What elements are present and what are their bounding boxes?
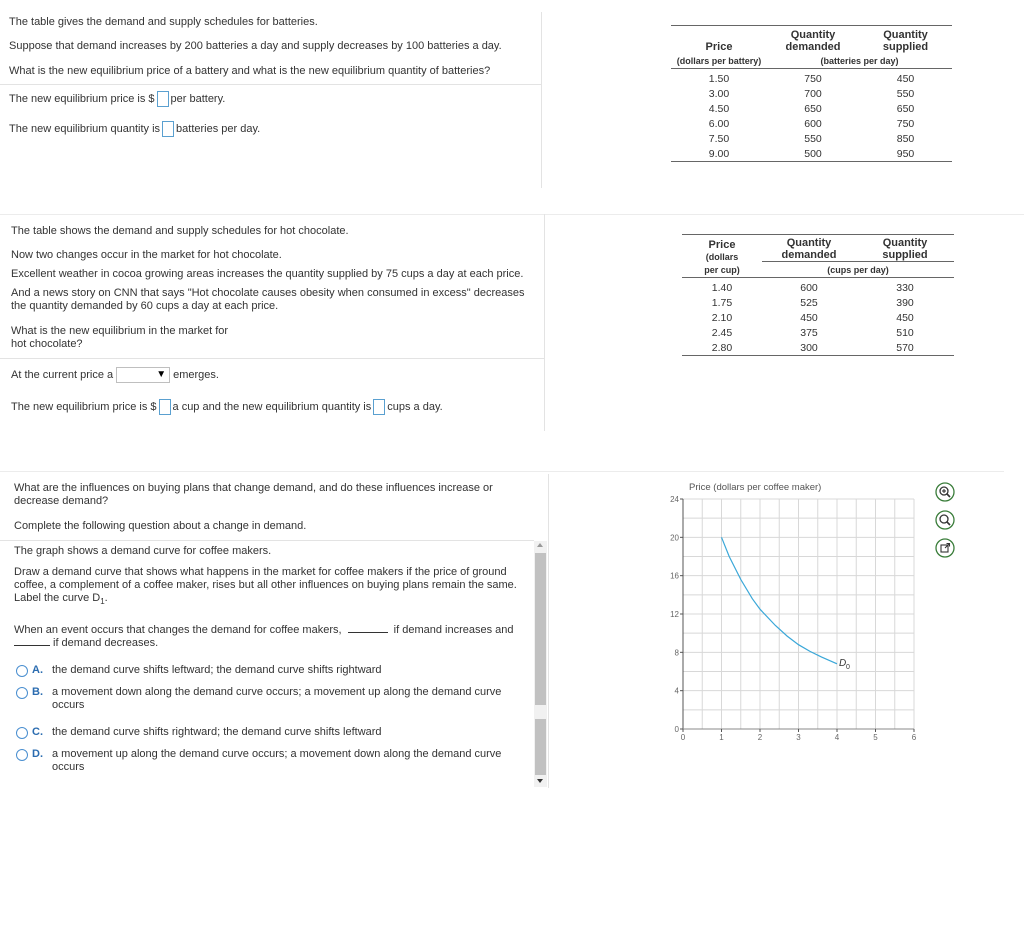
qs-cell: 850 bbox=[896, 132, 915, 145]
p3-instruction: Complete the following question about a change in demand. bbox=[14, 520, 307, 532]
qd-cell: 600 bbox=[804, 117, 822, 130]
x-tick-label: 2 bbox=[757, 733, 763, 742]
x-tick-label: 5 bbox=[873, 733, 878, 742]
table-row bbox=[671, 69, 952, 87]
qd-cell: 650 bbox=[804, 102, 822, 115]
option-b-radio[interactable] bbox=[16, 687, 28, 699]
qs-cell: 390 bbox=[896, 296, 914, 309]
dropdown-arrow-icon: ▼ bbox=[156, 369, 167, 380]
p2-changes: Now two changes occur in the market for hot chocolate. bbox=[11, 249, 282, 261]
option-a-radio[interactable] bbox=[16, 665, 28, 677]
price-cell: 6.00 bbox=[708, 117, 730, 130]
chart-title: Price (dollars per coffee maker) bbox=[689, 482, 822, 493]
zoom-out-glyph bbox=[935, 510, 955, 530]
p2-news: And a news story on CNN that says "Hot chocolate causes obesity when consumed in excess" decreases the quantity demanded by 60 cups a day at each price. bbox=[11, 287, 525, 312]
battery-schedule-table: Price Quantity demanded Quantity supplied (dollars per battery) (batteries per day) 1.50 750 450 3.00 700 550 4.50 650 650 6.00 600 750 7.50 550 850 9.00 500 950 bbox=[671, 25, 952, 162]
qs-cell: 550 bbox=[896, 87, 915, 100]
qd-cell: 525 bbox=[800, 296, 818, 309]
price-cell: 3.00 bbox=[708, 87, 730, 100]
qd-cell: 600 bbox=[800, 281, 818, 294]
qs-cell: 450 bbox=[896, 311, 914, 324]
price-cell: 1.40 bbox=[711, 281, 733, 294]
x-tick-label: 6 bbox=[911, 733, 917, 742]
price-cell: 1.50 bbox=[708, 72, 730, 85]
qs-cell: 450 bbox=[896, 72, 915, 85]
p2-eq-answer: The new equilibrium price is $ a cup and the new equilibrium quantity is cups a day. bbox=[11, 399, 443, 415]
y-tick-label: 20 bbox=[670, 533, 679, 543]
p2-current-answer: At the current price a ▼ emerges. bbox=[11, 367, 219, 383]
y-tick-label: 4 bbox=[674, 686, 679, 696]
x-tick-label: 3 bbox=[796, 733, 801, 742]
p2-price-input[interactable] bbox=[159, 399, 171, 415]
table-row bbox=[671, 86, 952, 101]
table-row bbox=[671, 131, 952, 146]
p2-qty-input[interactable] bbox=[373, 399, 385, 415]
scroll-up-icon[interactable] bbox=[537, 543, 543, 547]
qd-cell: 375 bbox=[800, 326, 818, 339]
popout-icon[interactable] bbox=[934, 537, 956, 559]
p1-change: Suppose that demand increases by 200 batteries a day and supply decreases by 100 batteries a day. bbox=[9, 40, 502, 52]
qd-cell: 700 bbox=[804, 87, 822, 100]
table-row bbox=[682, 278, 954, 296]
y-tick-label: 16 bbox=[670, 571, 679, 581]
option-c-radio[interactable] bbox=[16, 727, 28, 739]
table-row bbox=[682, 340, 954, 356]
qs-cell: 510 bbox=[896, 326, 914, 339]
qs-cell: 650 bbox=[896, 102, 915, 115]
qd-cell: 550 bbox=[804, 132, 822, 145]
p1-price-answer: The new equilibrium price is $ per battery. bbox=[9, 91, 225, 107]
p3-question: What are the influences on buying plans that change demand, and do these influences increase or decrease demand? bbox=[14, 482, 493, 507]
p3-fill-line: When an event occurs that changes the demand for coffee makers, if demand increases and bbox=[14, 624, 514, 636]
qd-cell: 450 bbox=[800, 311, 818, 324]
p1-intro: The table gives the demand and supply schedules for batteries. bbox=[9, 16, 318, 28]
table-row bbox=[671, 146, 952, 162]
p2-weather: Excellent weather in cocoa growing areas increases the quantity supplied by 75 cups a day at each price. bbox=[11, 268, 524, 280]
hot-chocolate-schedule-table: Price Quantity demanded Quantity supplied (dollars per cup) (cups per day) 1.40 600 330 1.75 525 390 2.10 450 450 2.45 375 510 2.80 300 570 bbox=[682, 234, 954, 356]
price-cell: 2.10 bbox=[711, 311, 733, 324]
p3-blank-2 bbox=[14, 635, 50, 646]
x-tick-label: 4 bbox=[834, 733, 840, 742]
price-cell: 2.45 bbox=[711, 326, 733, 339]
p2-question: What is the new equilibrium in the market for hot chocolate? bbox=[11, 325, 229, 350]
qs-cell: 570 bbox=[896, 341, 914, 354]
coffee-maker-demand-graph[interactable] bbox=[660, 478, 930, 748]
qd-cell: 750 bbox=[804, 72, 822, 85]
scroll-thumb[interactable] bbox=[535, 553, 546, 705]
question-scrollbar[interactable] bbox=[534, 541, 547, 787]
popout-glyph bbox=[935, 538, 955, 558]
qd-cell: 500 bbox=[804, 147, 822, 160]
table-row bbox=[671, 116, 952, 131]
p3-graph-desc: The graph shows a demand curve for coffee makers. bbox=[14, 545, 272, 557]
p1-price-input[interactable] bbox=[157, 91, 169, 107]
p1-qty-input[interactable] bbox=[162, 121, 174, 137]
table-row bbox=[682, 295, 954, 310]
price-cell: 2.80 bbox=[711, 341, 733, 354]
price-cell: 1.75 bbox=[711, 296, 733, 309]
price-cell: 7.50 bbox=[708, 132, 730, 145]
x-tick-label: 1 bbox=[719, 733, 724, 742]
y-tick-label: 12 bbox=[670, 610, 679, 619]
y-tick-label: 0 bbox=[674, 725, 679, 734]
option-d-radio[interactable] bbox=[16, 749, 28, 761]
y-tick-label: 8 bbox=[674, 648, 679, 658]
table-row bbox=[671, 101, 952, 116]
p1-qty-answer: The new equilibrium quantity is batteries per day. bbox=[9, 121, 260, 137]
qs-cell: 750 bbox=[896, 117, 915, 130]
curve-label-d0: D bbox=[839, 657, 847, 669]
qs-cell: 950 bbox=[896, 147, 915, 160]
p3-fill-line2: if demand decreases. bbox=[14, 635, 158, 649]
p1-question: What is the new equilibrium price of a battery and what is the new equilibrium quantity of batteries? bbox=[9, 65, 491, 77]
table-row bbox=[682, 325, 954, 340]
p2-intro: The table shows the demand and supply schedules for hot chocolate. bbox=[11, 225, 349, 237]
x-tick-label: 0 bbox=[680, 733, 686, 742]
zoom-out-icon[interactable] bbox=[934, 509, 956, 531]
y-tick-label: 24 bbox=[670, 495, 679, 504]
scroll-down-icon[interactable] bbox=[537, 779, 543, 783]
qs-cell: 330 bbox=[896, 281, 914, 294]
curve-label-d0-sub: 0 bbox=[846, 663, 850, 671]
scroll-thumb-lower[interactable] bbox=[535, 719, 546, 775]
qd-cell: 300 bbox=[800, 341, 818, 354]
price-cell: 4.50 bbox=[708, 102, 730, 115]
zoom-in-icon[interactable] bbox=[934, 481, 956, 503]
table-row bbox=[682, 310, 954, 325]
p3-blank-1 bbox=[348, 622, 388, 633]
p3-draw-task: Draw a demand curve that shows what happens in the market for coffee makers if the price of ground coffee, a complement of a coffee maker, rises but all other influences on buying plans remain the same. Label the curve $D_1$. bbox=[14, 566, 517, 607]
price-cell: 9.00 bbox=[708, 147, 730, 160]
zoom-in-glyph bbox=[935, 482, 955, 502]
p2-shortage-surplus-select[interactable] bbox=[116, 367, 170, 383]
